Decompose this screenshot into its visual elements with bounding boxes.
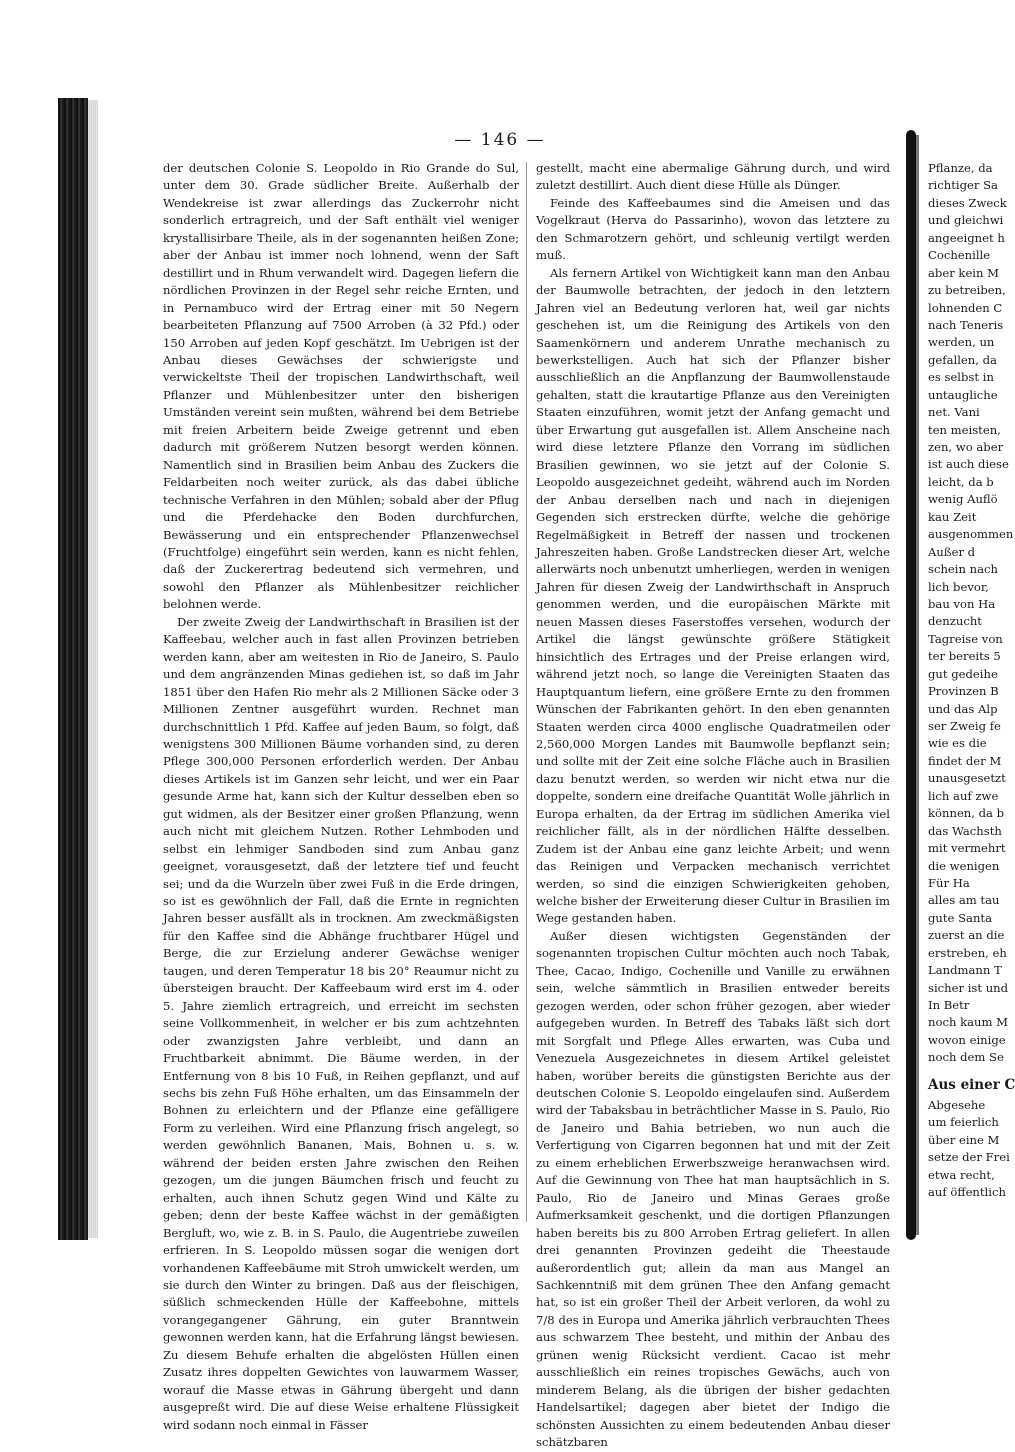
- paragraph: Außer diesen wichtigsten Gegenständen der sogenannten tropischen Cultur möchten auch noch Tabak, Thee, Cacao, Indigo, Cochenille und Vanille zu erwähnen sein, welche sämmtlich in Brasilien entweder bereits gezogen werden, oder schon früher gezogen, aber wieder aufgegeben wurden. In Betreff des Tabaks läßt sich dort mit Sorgfalt und Pflege Alles erwarten, was Cuba und Venezuela Ausgezeichnetes in diesem Artikel geleistet haben, worüber bereits die günstigsten Berichte aus der deutschen Colonie S. Leopoldo eingelaufen sind. Außerdem wird der Tabaksbau in beträchtlicher Masse in S. Paulo, Rio de Janeiro und Bahia betrieben, wo nun auch die Verfertigung von Cigarren begonnen hat und mit der Zeit zu einem erheblichen Erwerbszweige heranwachsen wird. Auf die Gewinnung von Thee hat man hauptsächlich in S. Paulo, Rio de Janeiro und Minas Geraes große Aufmerksamkeit geschenkt, und die dortigen Pflanzungen haben bereits bis zu 800 Arroben Ertrag geliefert. In allen drei genannten Provinzen gedeiht die Theestaude außerordentlich gut; allein da man aus Mangel an Sachkenntniß mit dem grünen Thee den Anfang gemacht hat, so ist ein großer Theil der Arbeit verloren, da wohl zu 7/8 des in Europa und Amerika jährlich verbrauchten Thees aus schwarzem Thee besteht, und mithin der Anbau des grünen wenig Rücksicht verdient. Cacao ist mehr ausschließlich ein reines tropisches Gewächs, auch von minderem Belang, als die übrigen der bisher gedachten Handelsartikel; dagegen aber bietet der Indigo die schönsten Aussichten zu einem bedeutenden Anbau dieser schätzbaren: [536, 928, 890, 1450]
- fragment-line: net. Vani: [928, 405, 980, 420]
- fragment-line: gut gedeihe: [928, 666, 998, 681]
- fragment-heading: Aus einer C: [928, 1076, 1015, 1093]
- fragment-line: kau Zeit: [928, 509, 977, 524]
- page-gutter-bar: [906, 130, 916, 1240]
- fragment-line: Abgesehe: [928, 1097, 986, 1112]
- paragraph: Feinde des Kaffeebaumes sind die Ameisen und das Vogelkraut (Herva do Passarinho), wovon das letztere zu den Schmarotzern gehört, und schleunig vertilgt werden muß.: [536, 195, 890, 263]
- paragraph: Als fernern Artikel von Wichtigkeit kann man den Anbau der Baumwolle betrachten, der jedoch in den letztern Jahren viel an Bedeutung verloren hat, weil gar nichts geschehen ist, um die Reinigung des Artikels von den Saamenkörnern und anderem Unrathe mechanisch zu bewerkstelligen. Auch hat sich der Pflanzer bisher ausschließlich an die Anpflanzung der Baumwollenstaude gehalten, statt die krautartige Pflanze aus den Vereinigten Staaten einzuführen, womit jetzt der Anfang gemacht und über Erwartung gut ausgefallen ist. Allem Anscheine nach wird diese letztere Pflanze den Vorrang im südlichen Brasilien gewinnen, wo sie jetzt auf der Colonie S. Leopoldo ausgezeichnet gedeiht, während auch im Norden der Anbau derselben nach und nach in diejenigen Gegenden sich erstrecken dürfte, welche die gehörige Regelmäßigkeit in Betreff der nassen und trockenen Jahreszeiten haben. Große Landstrecken dieser Art, welche allerwärts noch unbenutzt umherliegen, werden in wenigen Jahren für diesen Zweig der Landwirthschaft in Anspruch genommen werden, und die europäischen Märkte mit neuen Massen dieses Faserstoffes versehen, wodurch der Artikel die längst gewünschte größere Stätigkeit hinsichtlich des Ertrages und der Preise erlangen wird, während jetzt noch, so lange die Vereinigten Staaten das Hauptquantum liefern, eine größere Ernte zu den frommen Wünschen der Fabrikanten gehört. In den eben genannten Staaten werden circa 4000 englische Quadratmeilen oder 2,560,000 Morgen Landes mit Baumwolle bepflanzt sein; und sollte mit der Zeit eine solche Fläche auch in Brasilien dazu benutzt werden, so werden wir nicht etwa nur die doppelte, sondern eine dreifache Quantität Wolle jährlich in Europa erhalten, da der Ertrag im südlichen Amerika viel reichlicher fällt, als in der nördlichen Hälfte desselben. Zudem ist der Anbau eine ganz leichte Arbeit; und wenn das Reinigen und Verpacken mechanisch verrichtet werden, so sind die einzigen Schwierigkeiten gehoben, welche bisher der Erweiterung dieser Cultur in Brasilien im Wege gestanden haben.: [536, 265, 890, 926]
- book-spine-shadow: [58, 98, 88, 1240]
- fragment-line: noch kaum M: [928, 1015, 1009, 1030]
- fragment-line: ausgenommen: [928, 527, 1014, 542]
- fragment-line: und gleichwi: [928, 213, 1004, 228]
- fragment-line: unausgesetzt: [928, 771, 1006, 786]
- fragment-line: Pflanze, da: [928, 161, 993, 175]
- fragment-line: zu betreiben,: [928, 283, 1006, 298]
- right-text-column: [536, 160, 890, 1450]
- fragment-line: erstreben, eh: [928, 945, 1007, 960]
- page-edge: [88, 100, 98, 1238]
- fragment-line: Landmann T: [928, 963, 1002, 978]
- fragment-line: angeeignet h: [928, 230, 1005, 245]
- fragment-line: ist auch diese: [928, 457, 1009, 472]
- fragment-line: nach Teneris: [928, 317, 1004, 332]
- fragment-line: alles am tau: [928, 893, 1000, 908]
- fragment-line: auf öffentlich: [928, 1184, 1006, 1199]
- fragment-line: lohnenden C: [928, 300, 1003, 315]
- fragment-line: ser Zweig fe: [928, 719, 1001, 733]
- left-text-column: [163, 160, 519, 1432]
- fragment-line: dieses Zweck: [928, 195, 1007, 210]
- paragraph: gestellt, macht eine abermalige Gährung durch, und wird zuletzt destillirt. Auch dient diese Hülle als Dünger.: [536, 161, 890, 193]
- paragraph: Der zweite Zweig der Landwirthschaft in Brasilien ist der Kaffeebau, welcher auch in fast allen Provinzen betrieben werden kann, aber am weitesten in Rio de Janeiro, S. Paulo und dem angränzenden Minas gediehen ist, so daß im Jahr 1851 über den Hafen Rio mehr als 2 Millionen Säcke oder 3 Millionen Zentner ausgeführt wurden. Rechnet man durchschnittlich 1 Pfd. Kaffee auf jeden Baum, so folgt, daß wenigstens 300 Millionen Bäume vorhanden sind, zu deren Pflege 300,000 Personen erforderlich werden. Der Anbau dieses Artikels ist im Ganzen sehr leicht, und wer ein Paar gesunde Arme hat, kann sich der Kultur desselben eben so gut widmen, als der Besitzer einer großen Pflanzung, wenn auch nicht mit gleichem Nutzen. Rother Lehmboden und selbst ein lehmiger Sandboden sind zum Anbau ganz geeignet, vorausgesetzt, daß der letztere tief und feucht sei; und da die Wurzeln über zwei Fuß in die Erde dringen, so ist es gewöhnlich der Fall, daß die Ernte in regnichten Jahren besser ausfällt als in trocknen. Am zweckmäßigsten für den Kaffee sind die Abhänge fruchtbarer Hügel und Berge, die zur Erzielung anderer Gewächse weniger taugen, und deren Temperatur 18 bis 20° Reaumur nicht zu übersteigen braucht. Der Kaffeebaum wird erst im 4. oder 5. Jahre ziemlich ertragreich, und erreicht im sechsten seine Vollkommenheit, in welcher er bis zum achtzehnten oder zwanzigsten Jahre verbleibt, und dann an Fruchtbarkeit abnimmt. Die Bäume werden, in der Entfernung von 8 bis 10 Fuß, in Reihen gepflanzt, und auf sechs bis zehn Fuß Höhe erhalten, um das Einsammeln der Bohnen zu erleichtern und der Pflanze eine gefälligere Form zu verleihen. Wird eine Pflanzung frisch angelegt, so werden gewöhnlich Bananen, Mais, Bohnen u. s. w. während der beiden ersten Jahre zwischen den Reihen gezogen, um die jungen Bäumchen frisch und feucht zu erhalten, auch ihnen Schutz gegen Wind und Kälte zu geben; denn der beste Kaffee wächst in der gemäßigten Bergluft, wo, wie z. B. in S. Paulo, die Augentriebe zuweilen erfrieren. In S. Leopoldo müssen sogar die wenigen dort vorhandenen Kaffeebäume mit Stroh umwickelt werden, um sie durch den Winter zu bringen. Daß aus der fleischigen, süßlich schmeckenden Hülle der Kaffeebohne, mittels vorangegangener Gährung, ein guter Branntwein gewonnen werden kann, hat die Erfahrung längst bewiesen. Zu diesem Behufe erhalten die abgelösten Hüllen einen Zusatz ihres doppelten Gewichtes von lauwarmem Wasser, worauf die Masse etwas in Gährung übergeht und dann ausgepreßt wird. Die auf diese Weise erhaltene Flüssigkeit wird sodann noch einmal in Fässer: [163, 614, 519, 1432]
- fragment-line: die wenigen: [928, 858, 1000, 873]
- fragment-line: wovon einige: [928, 1032, 1006, 1047]
- fragment-line: lich bevor,: [928, 579, 989, 594]
- fragment-line: sicher ist und: [928, 980, 1009, 995]
- paragraph: der deutschen Colonie S. Leopoldo in Rio Grande do Sul, unter dem 30. Grade südlicher Breite. Außerhalb der Wendekreise ist zwar allerdings das Zuckerrohr nicht sonderlich ertragreich, und der Saft enthält viel weniger krystallisirbare Theile, als in der sogenannten heißen Zone; aber der Anbau ist immer noch lohnend, wenn der Saft destillirt und in Rhum verwandelt wird. Dagegen liefern die nördlichen Provinzen in der Regel sehr reiche Ernten, und in Pernambuco wird der Ertrag einer mit 50 Negern bearbeiteten Pflanzung auf 7500 Arroben (à 32 Pfd.) oder 150 Arroben auf jeden Kopf geschätzt. Im Uebrigen ist der Anbau dieses Gewächses der schwierigste und verwickeltste Theil der tropischen Landwirthschaft, weil Pflanzer und Mühlenbesitzer unter den bisherigen Umständen vereint sein mußten, während bei dem Betriebe mit freien Arbeitern beide Zweige getrennt und eben dadurch mit größerem Nutzen besorgt werden können. Namentlich sind in Brasilien beim Anbau des Zuckers die Feldarbeiten noch weiter zurück, als das dabei übliche technische Verfahren in den Mühlen; sobald aber der Pflug und die Pferdehacke den Boden durchfurchen, Bewässerung und ein entsprechender Pflanzenwechsel (Fruchtfolge) eingeführt sein werden, kann es nicht fehlen, daß der Zuckerertrag bedeutend sich vermehren, und sowohl den Pflanzer als Mühlenbesitzer reichlicher belohnen werde.: [163, 161, 519, 612]
- fragment-line: noch dem Se: [928, 1050, 1004, 1065]
- fragment-line: Cochenille: [928, 248, 991, 263]
- fragment-line: Außer d: [928, 544, 976, 559]
- fragment-line: mit vermehrt: [928, 841, 1006, 856]
- fragment-line: denzucht: [928, 614, 982, 629]
- fragment-line: es selbst in: [928, 370, 994, 385]
- page-number: — 146 —: [454, 130, 546, 150]
- fragment-line: das Wachsth: [928, 823, 1002, 838]
- fragment-line: richtiger Sa: [928, 178, 998, 193]
- fragment-line: ten meisten,: [928, 422, 1001, 437]
- fragment-line: untaugliche: [928, 387, 998, 402]
- fragment-line: In Betr: [928, 998, 970, 1012]
- fragment-line: Tagreise von: [928, 631, 1003, 646]
- page-gutter-edge: [916, 135, 919, 1235]
- next-page-fragment: [928, 160, 1015, 1230]
- fragment-line: gute Santa: [928, 910, 992, 925]
- fragment-line: etwa recht,: [928, 1167, 995, 1182]
- fragment-line: wie es die: [928, 736, 987, 751]
- fragment-line: Für Ha: [928, 875, 970, 890]
- fragment-line: über eine M: [928, 1132, 1000, 1147]
- column-divider: [526, 162, 527, 1222]
- fragment-line: findet der M: [928, 753, 1002, 768]
- fragment-line: setze der Frei: [928, 1150, 1010, 1165]
- fragment-line: können, da b: [928, 806, 1005, 821]
- fragment-line: schein nach: [928, 562, 998, 577]
- fragment-line: um feierlich: [928, 1115, 999, 1130]
- fragment-line: Provinzen B: [928, 684, 999, 699]
- fragment-line: ter bereits 5: [928, 649, 1001, 664]
- fragment-line: leicht, da b: [928, 474, 994, 489]
- fragment-line: gefallen, da: [928, 352, 997, 367]
- fragment-line: aber kein M: [928, 265, 1000, 280]
- fragment-line: zen, wo aber: [928, 440, 1004, 454]
- fragment-line: lich auf zwe: [928, 788, 999, 803]
- fragment-line: zuerst an die: [928, 928, 1005, 943]
- fragment-line: bau von Ha: [928, 596, 996, 611]
- fragment-line: wenig Auflö: [928, 492, 998, 507]
- fragment-line: und das Alp: [928, 701, 998, 716]
- fragment-line: werden, un: [928, 335, 995, 350]
